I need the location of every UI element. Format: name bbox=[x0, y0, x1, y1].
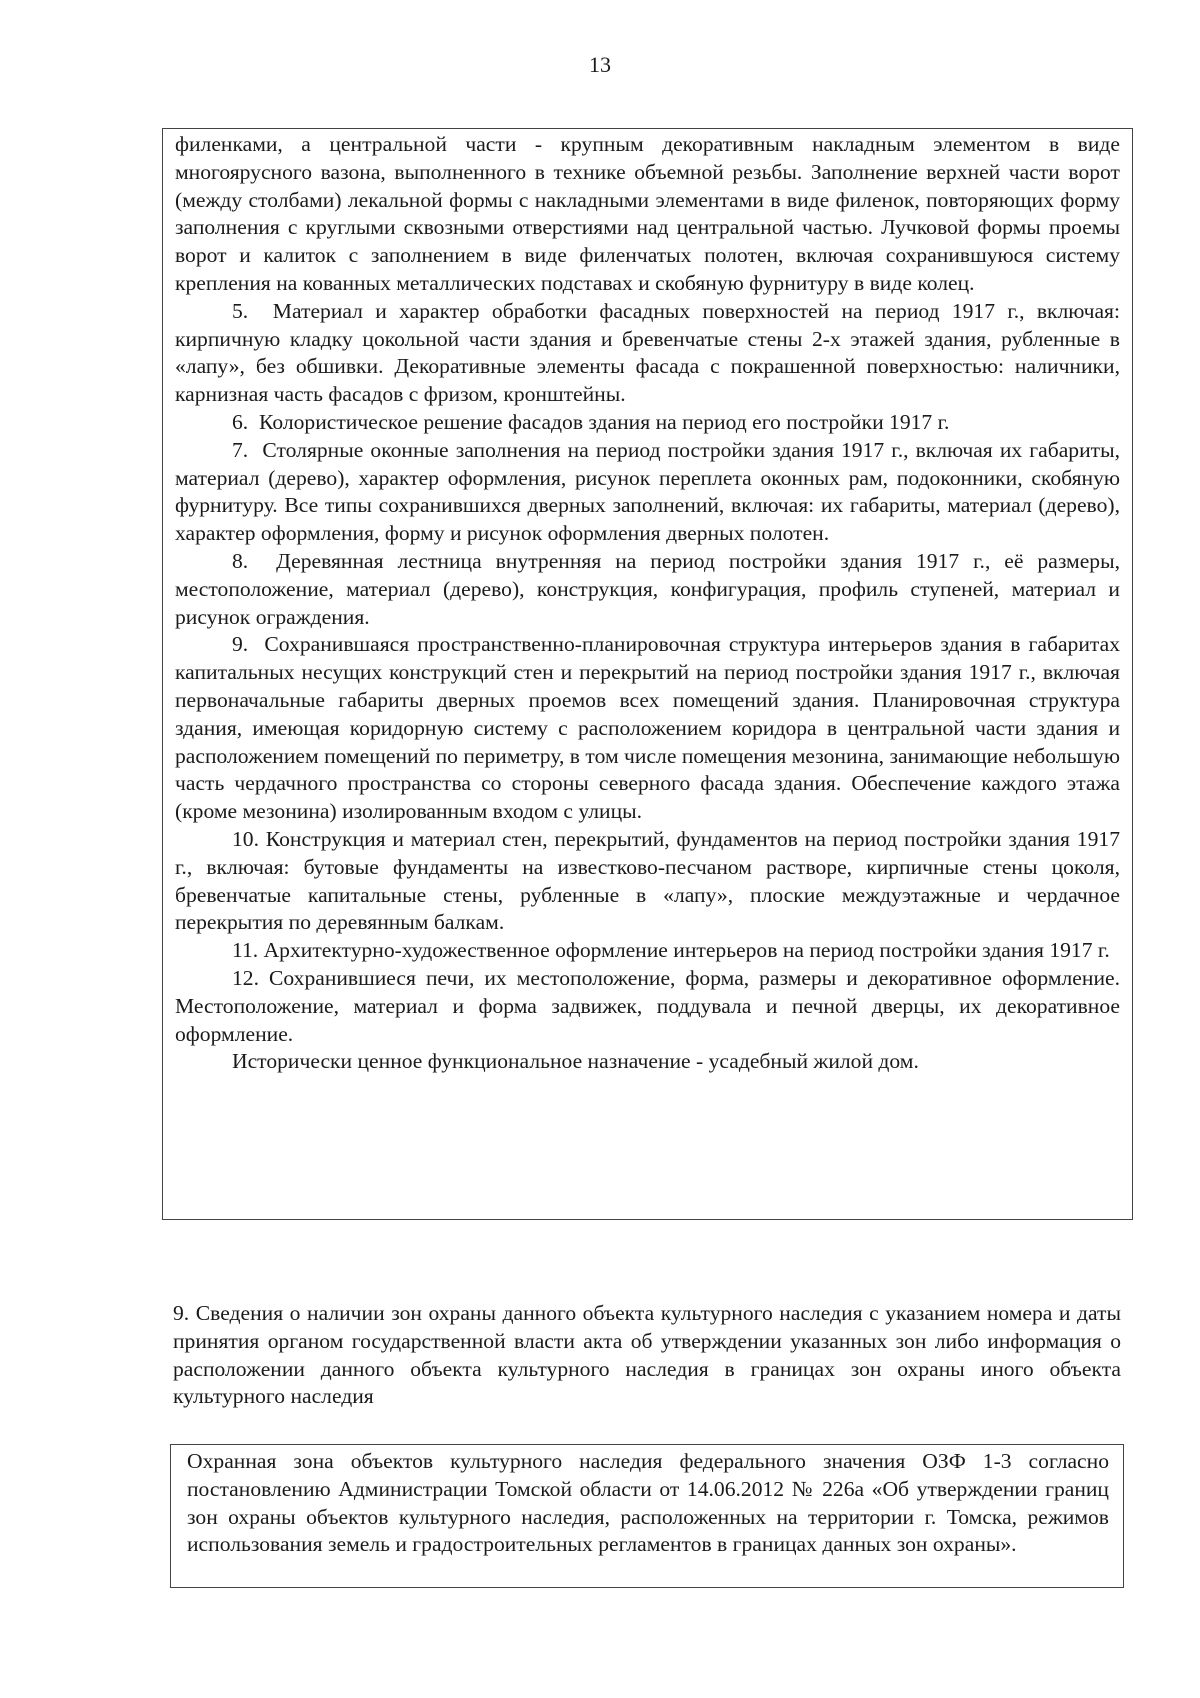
paragraph-continuation: филенками, а центральной части - крупным декоративным накладным элементом в виде многоярусного вазона, выполненного в технике объемной резьбы. Заполнение верхней части ворот (между столбами) лекальной формы с накладными элементами в виде филенок, повторяющих форму заполнения с круглыми сквозными отверстиями над центральной частью. Лучковой формы проемы ворот и калиток с заполнением в виде филенчатых полотен, включая сохранившуюся систему крепления на кованных металлических подставах и скобяную фурнитуру в виде колец. bbox=[175, 132, 1120, 295]
item-8: 8. Деревянная лестница внутренняя на период постройки здания 1917 г., её размеры, местоположение, материал (дерево), конструкция, конфигурация, профиль ступеней, материал и рисунок ограждения. bbox=[175, 548, 1120, 629]
item-7: 7. Столярные оконные заполнения на период постройки здания 1917 г., включая их габариты, материал (дерево), характер оформления, рисунок переплета оконных рам, подоконники, скобяную фурнитуру. Все типы сохранившихся дверных заполнений, включая: их габариты, материал (дерево), характер оформления, форму и рисунок оформления дверных полотен. bbox=[175, 437, 1120, 546]
functional-purpose: Исторически ценное функциональное назначение - усадебный жилой дом. bbox=[232, 1049, 919, 1074]
item-6: 6. Колористическое решение фасадов здания на период его постройки 1917 г. bbox=[232, 409, 950, 434]
features-table-cell bbox=[162, 128, 1133, 1220]
item-11: 11. Архитектурно-художественное оформление интерьеров на период постройки здания 1917 г. bbox=[232, 938, 1110, 963]
item-10: 10. Конструкция и материал стен, перекрытий, фундаментов на период постройки здания 1917 г., включая: бутовые фундаменты на известково-песчаном растворе, кирпичные стены цоколя, бревенчатые капитальные стены, рубленные в «лапу», плоские междуэтажные и чердачное перекрытия по деревянным балкам. bbox=[175, 826, 1120, 935]
item-12: 12. Сохранившиеся печи, их местоположение, форма, размеры и декоративное оформление. Местоположение, материал и форма задвижек, поддувала и печной дверцы, их декоративное оформление. bbox=[175, 965, 1120, 1046]
section-9-heading bbox=[173, 1300, 1121, 1411]
section-9-text: 9. Сведения о наличии зон охраны данного объекта культурного наследия с указанием номера и даты принятия органом государственной власти акта об утверждении указанных зон либо информация о расположении данного объекта культурного наследия в границах зон охраны иного объекта культурного наследия bbox=[173, 1301, 1121, 1409]
page-number: 13 bbox=[589, 52, 611, 77]
protection-zone-cell bbox=[170, 1444, 1124, 1588]
protection-zone-text: Охранная зона объектов культурного наследия федерального значения ОЗФ 1-3 согласно постановлению Администрации Томской области от 14.06.2012 № 226а «Об утверждении границ зон охраны объектов культурного наследия, расположенных на территории г. Томска, режимов использования земель и градостроительных регламентов в границах данных зон охраны». bbox=[187, 1449, 1109, 1557]
item-5: 5. Материал и характер обработки фасадных поверхностей на период 1917 г., включая: кирпичную кладку цокольной части здания и бревенчатые стены 2-х этажей здания, рубленные в «лапу», без обшивки. Декоративные элементы фасада с покрашенной поверхностью: наличники, карнизная часть фасадов с фризом, кронштейны. bbox=[175, 298, 1120, 407]
item-9: 9. Сохранившаяся пространственно-планировочная структура интерьеров здания в габаритах капитальных несущих конструкций стен и перекрытий на период постройки здания 1917 г., включая первоначальные габариты дверных проемов всех помещений здания. Планировочная структура здания, имеющая коридорную систему с расположением коридора в центральной части здания и расположением помещений по периметру, в том числе помещения мезонина, занимающие небольшую часть чердачного пространства со стороны северного фасада здания. Обеспечение каждого этажа (кроме мезонина) изолированным входом с улицы. bbox=[175, 632, 1120, 824]
